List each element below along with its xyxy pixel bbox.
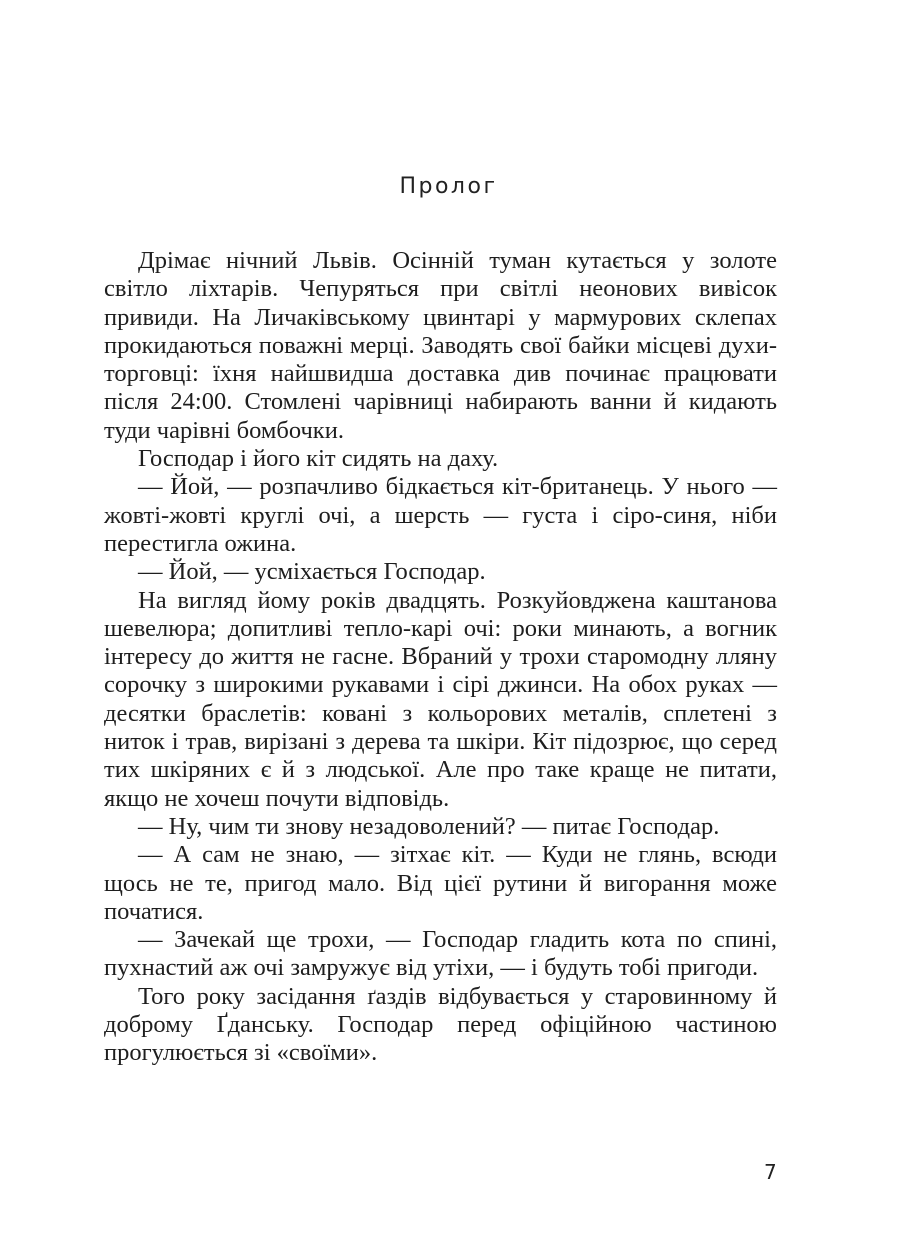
chapter-title: Пролог: [399, 174, 498, 199]
page-number: 7: [764, 1160, 777, 1184]
body-text: [104, 247, 777, 1068]
paragraph: Того року засідання ґаздів відбувається у старовинному й доброму Ґданську. Господар перед офіційною частиною прогулюється зі «своїми».: [104, 982, 777, 1067]
paragraph: На вигляд йому років двадцять. Розкуйовджена каштанова шевелюра; допитливі тепло-карі очі: роки минають, а вогник інтересу до життя не гасне. Вбраний у трохи старомодну лляну сорочку з широкими рукавами і сірі джинси. На обох руках — десятки браслетів: ковані з кольорових металів, сплетені з ниток і трав, вирізані з дерева та шкіри. Кіт підозрює, що серед тих шкіряних є й з людської. Але про таке краще не питати, якщо не хочеш почути відповідь.: [104, 586, 777, 812]
paragraph: Дрімає нічний Львів. Осінній туман кутається у золоте світло ліхтарів. Чепуряться при світлі неонових вивісок привиди. На Личаківському цвинтарі у мармурових склепах прокидаються поважні мерці. Заводять свої байки місцеві духи-торговці: їхня найшвидша доставка див починає працювати після 24:00. Стомлені чарівниці набирають ванни й кидають туди чарівні бомбочки.: [104, 247, 777, 444]
paragraph: — Зачекай ще трохи, — Господар гладить кота по спині, пухнастий аж очі замружує від утіхи, — і будуть тобі пригоди.: [104, 926, 777, 982]
paragraph: — Йой, — розпачливо бідкається кіт-британець. У нього — жовті-жовті круглі очі, а шерсть — густа і сіро-синя, ніби перестигла ожина.: [104, 473, 777, 557]
paragraph: — А сам не знаю, — зітхає кіт. — Куди не глянь, всюди щось не те, пригод мало. Від цієї рутини й вигорання може початися.: [104, 841, 777, 925]
paragraph: — Ну, чим ти знову незадоволений? — питає Господар.: [138, 812, 720, 840]
paragraph: — Йой, — усміхається Господар.: [138, 558, 486, 586]
paragraph: Господар і його кіт сидять на даху.: [138, 445, 499, 473]
